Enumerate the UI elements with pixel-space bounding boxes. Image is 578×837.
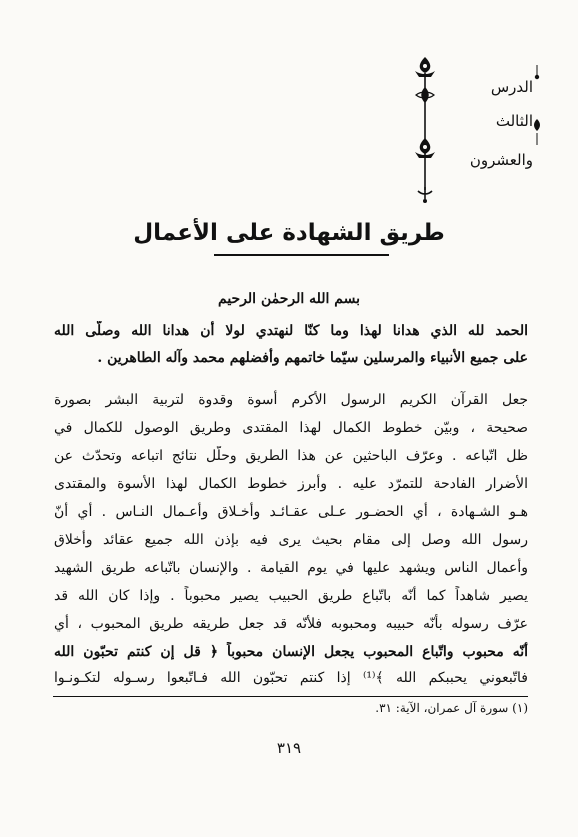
body-line: الأضرار الفادحة للتمرّد عليه . وأبرز خطوط الكمال لهذا الأسوة والمقتدى	[54, 476, 528, 492]
lesson-word-3: والعشرون	[469, 151, 533, 169]
basmala: بسم الله الرحمٰن الرحيم	[218, 291, 360, 307]
lesson-heading-ornament	[405, 55, 555, 210]
body-line: أنّه محبوب واتّباع المحبوب يجعل الإنسان محبوباً ﴿ قل إن كنتم تحبّون الله	[54, 644, 528, 660]
body-line: جعل القرآن الكريم الرسول الأكرم أسوة وقدوة لتربية البشر بصورة	[54, 392, 528, 408]
lesson-word-1: الدرس	[490, 78, 533, 96]
footnote-divider	[53, 696, 528, 697]
body-line: هـو الشـهادة ، أي الحضـور عـلى عقـائـد وأخـلاق وأعـمال النـاس . أي أنّ	[54, 504, 528, 520]
body-line: يصير شاهداً كما أنّه باتّباع طريق الحبيب يصير محبوباً . وإذا كان الله قد	[54, 588, 528, 604]
page-title: طريق الشهادة على الأعمال	[133, 220, 445, 246]
intro-line: الحمد لله الذي هدانا لهذا وما كنّا لنهتدي لولا أن هدانا الله وصلّى الله	[54, 323, 528, 339]
body-line: صحيحة ، وبيّن خطوط الكمال لهذا المقتدى وطريق الوصول للكمال في	[54, 420, 528, 436]
body-line: وأعمال الناس ويشهد عليها في يوم القيامة . والإنسان باتّباعه طريق الشهيد	[54, 560, 528, 576]
intro-line: على جميع الأنبياء والمرسلين سيّما خاتمهم وأفضلهم محمد وآله الطاهرين .	[97, 350, 528, 366]
body-line: ظل اتّباعه . وعرّف الباحثين عن هذا الطريق وحلّل نتائج اتباعه وتحدّث عن	[54, 448, 528, 464]
title-underline	[214, 254, 389, 256]
body-line: عرّف رسوله بأنّه حبيبه ومحبوبه فلأنّه قد جعل طريقه طريق المحبوب ، أي	[54, 616, 528, 632]
lesson-word-2: الثالث	[495, 112, 533, 130]
footnote: (١) سورة آل عمران، الآية: ٣١.	[375, 701, 528, 715]
body-line: رسول الله وصل إلى مقام بحيث يرى فيه بإذن الله جميع عقائد وأخلاق	[54, 532, 528, 548]
page-number: ٣١٩	[276, 739, 302, 757]
body-line: فاتّبعوني يحببكم الله ﴾⁽¹⁾ إذا كنتم تحبّون الله فـاتّبعوا رسـوله لتكـونـوا	[54, 670, 528, 686]
